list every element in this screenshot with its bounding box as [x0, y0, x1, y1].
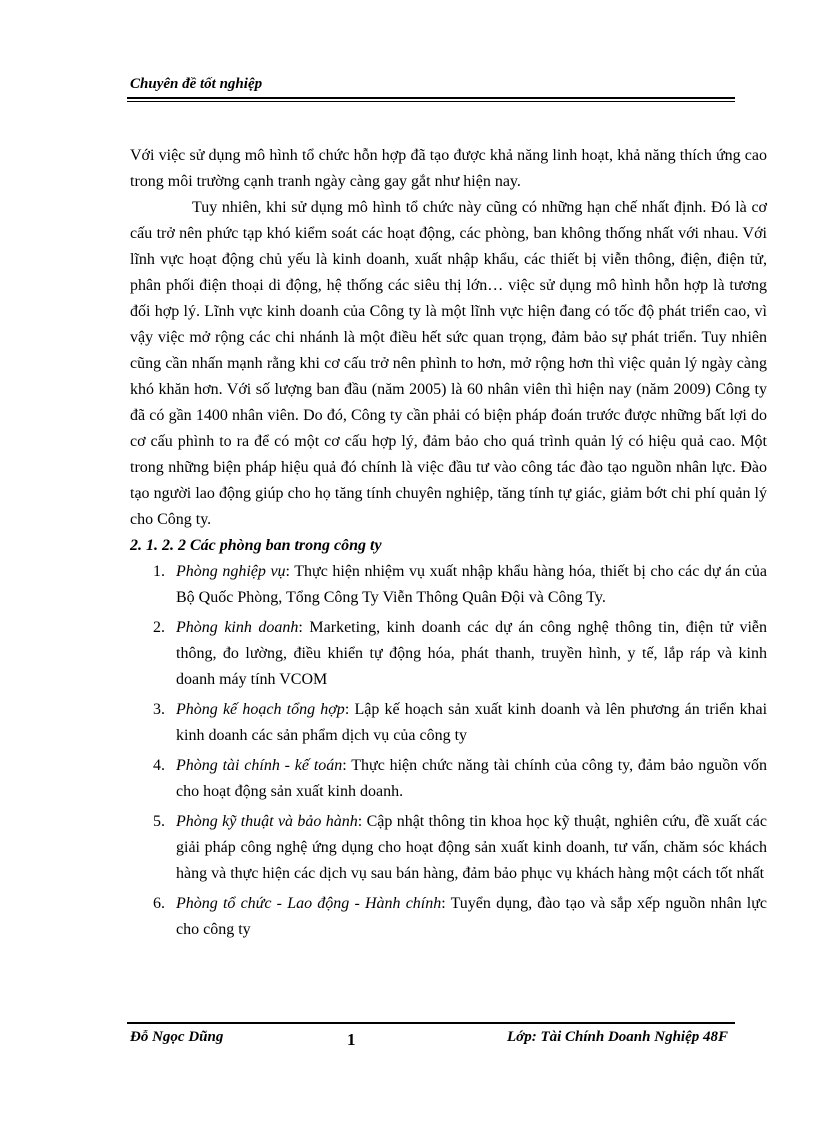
paragraph-2: Tuy nhiên, khi sử dụng mô hình tổ chức này cũng có những hạn chế nhất định. Đó là cơ cấu trở nên phức tạp khó kiểm soát các hoạt động, các phòng, ban không thống nhất với nhau. Với lĩnh vực hoạt động chủ yếu là kinh doanh, xuất nhập khẩu, các thiết bị viễn thông, điện, điện tử, phân phối điện thoại di động, hệ thống các siêu thị lớn… việc sử dụng mô hình hỗn hợp là tương đối hợp lý. Lĩnh vực kinh doanh của Công ty là một lĩnh vực hiện đang có tốc độ phát triển cao, vì vậy việc mở rộng các chi nhánh là một điều hết sức quan trọng, đảm bảo sự phát triển. Tuy nhiên cũng cần nhấn mạnh rằng khi cơ cấu trở nên phình to hơn, mở rộng hơn thì việc quản lý ngày càng khó khăn hơn. Với số lượng ban đầu (năm 2005) là 60 nhân viên thì hiện nay (năm 2009) Công ty đã có gần 1400 nhân viên. Do đó, Công ty cần phải có biện pháp đoán trước được những bất lợi do cơ cấu phình to ra để có một cơ cấu hợp lý, đảm bảo cho quá trình quản lý có hiệu quả cao. Một trong những biện pháp hiệu quả đó chính là việc đầu tư vào công tác đào tạo nguồn nhân lực. Đào tạo người lao động giúp cho họ tăng tính chuyên nghiệp, tăng tính tự giác, giảm bớt chi phí quản lý cho Công ty. — [130, 199, 767, 528]
header-divider-thin — [127, 101, 735, 102]
department-description: : Tuyển dụng, đào tạo và sắp xếp nguồn nhân lực cho công ty — [176, 895, 768, 938]
department-description: : Thực hiện chức năng tài chính của công ty, đảm bảo nguồn vốn cho hoạt động sản xuất kinh doanh. — [176, 757, 768, 800]
department-name: Phòng kế hoạch tổng hợp — [176, 701, 345, 718]
department-description: : Marketing, kinh doanh các dự án công nghệ thông tin, điện tử viễn thông, đo lường, điều khiển tự động hóa, phát thanh, truyền hình, y tế, lắp ráp và kinh doanh máy tính VCOM — [176, 619, 767, 688]
page-number: 1 — [347, 1030, 356, 1049]
footer-class-label: Lớp: Tài Chính Doanh Nghiệp 48F — [506, 1029, 728, 1045]
department-name: Phòng nghiệp vụ — [176, 563, 286, 580]
department-name: Phòng kỹ thuật và bảo hành — [176, 813, 358, 830]
list-item — [130, 615, 767, 693]
document-body — [130, 143, 767, 947]
footer-author: Đỗ Ngọc Dũng — [130, 1029, 224, 1045]
list-item — [130, 559, 767, 611]
department-name: Phòng tổ chức - Lao động - Hành chính — [176, 895, 442, 912]
list-item-number: 4. — [153, 757, 165, 774]
department-description: : Cập nhật thông tin khoa học kỹ thuật, nghiên cứu, đề xuất các giải pháp công nghệ ứng dụng cho hoạt động sản xuất kinh doanh, tư vấn, chăm sóc khách hàng và thực hiện các dịch vụ sau bán hàng, đảm bảo phục vụ khách hàng một cách tốt nhất — [176, 813, 767, 882]
list-item — [130, 891, 767, 943]
list-item-number: 5. — [153, 813, 165, 830]
department-name: Phòng kinh doanh — [176, 619, 299, 636]
footer-divider — [127, 1022, 735, 1024]
department-description: : Thực hiện nhiệm vụ xuất nhập khẩu hàng hóa, thiết bị cho các dự án của Bộ Quốc Phòng, Tổng Công Ty Viễn Thông Quân Đội và Công Ty. — [176, 563, 767, 606]
list-item — [130, 809, 767, 887]
header-title: Chuyên đề tốt nghiệp — [130, 76, 263, 92]
department-name: Phòng tài chính - kế toán — [176, 757, 343, 774]
department-list — [130, 559, 767, 943]
list-item-number: 3. — [153, 701, 165, 718]
list-item — [130, 753, 767, 805]
list-item-number: 2. — [153, 619, 165, 636]
header-divider — [127, 97, 735, 99]
list-item-number: 1. — [153, 563, 165, 580]
list-item-number: 6. — [153, 895, 165, 912]
list-item — [130, 697, 767, 749]
paragraph-1: Với việc sử dụng mô hình tổ chức hỗn hợp đã tạo được khả năng linh hoạt, khả năng thích ứng cao trong môi trường cạnh tranh ngày càng gay gắt như hiện nay. — [130, 147, 767, 190]
section-heading: 2. 1. 2. 2 Các phòng ban trong công ty — [130, 537, 382, 554]
department-description: : Lập kế hoạch sản xuất kinh doanh và lên phương án triển khai kinh doanh các sản phẩm dịch vụ của công ty — [176, 701, 768, 744]
